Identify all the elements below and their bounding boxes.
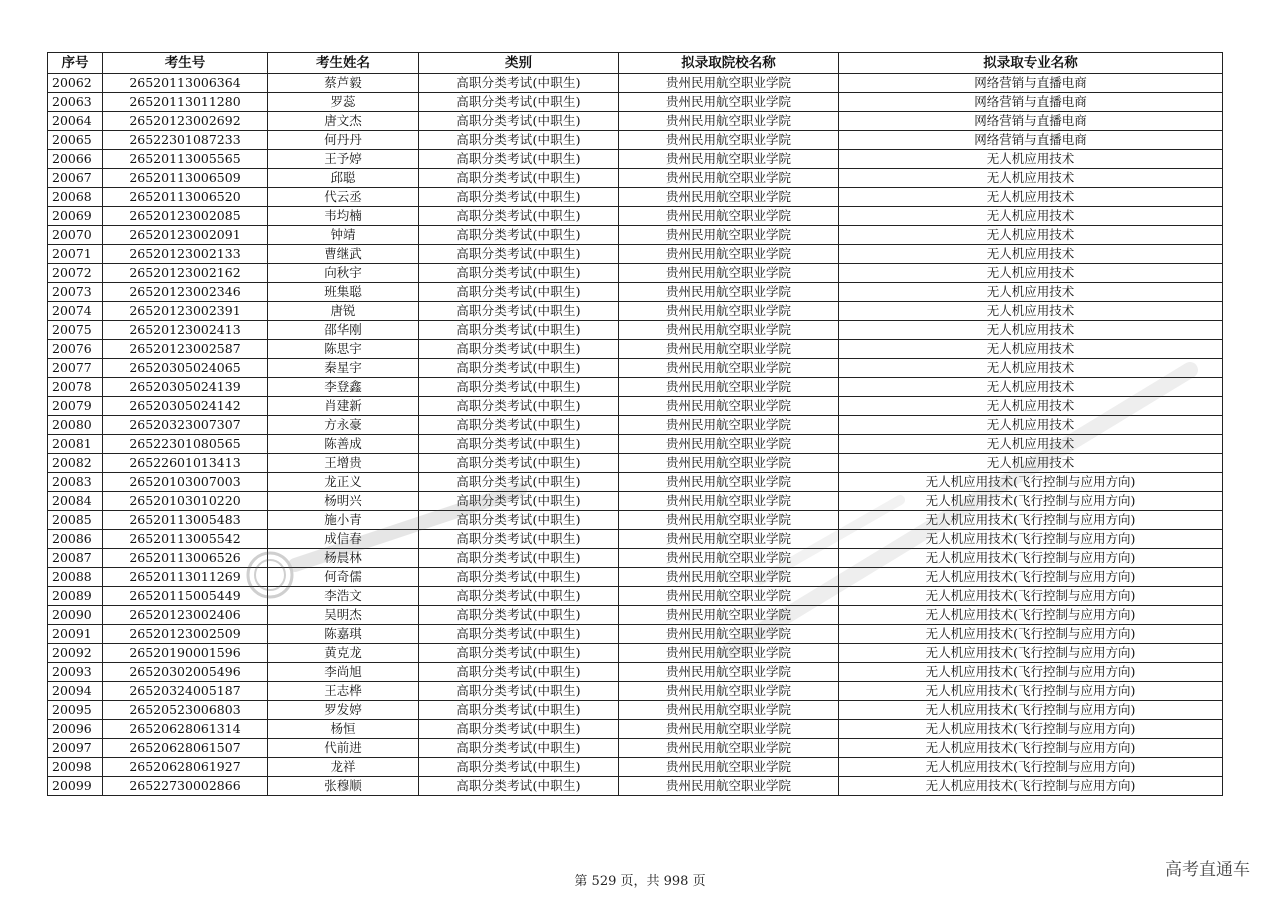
serial-cell: 20083: [48, 473, 103, 492]
major-cell: 网络营销与直播电商: [839, 74, 1223, 93]
serial-cell: 20073: [48, 283, 103, 302]
category-cell: 高职分类考试(中职生): [419, 74, 619, 93]
serial-cell: 20092: [48, 644, 103, 663]
table-row: [48, 264, 1223, 283]
name-cell: 陈善成: [268, 435, 419, 454]
category-cell: 高职分类考试(中职生): [419, 473, 619, 492]
name-cell: 王予婷: [268, 150, 419, 169]
college-cell: 贵州民用航空职业学院: [619, 720, 839, 739]
table-row: [48, 169, 1223, 188]
table-row: [48, 321, 1223, 340]
category-cell: 高职分类考试(中职生): [419, 188, 619, 207]
college-cell: 贵州民用航空职业学院: [619, 663, 839, 682]
category-cell: 高职分类考试(中职生): [419, 378, 619, 397]
serial-cell: 20088: [48, 568, 103, 587]
table-row: [48, 302, 1223, 321]
major-cell: 无人机应用技术(飞行控制与应用方向): [839, 777, 1223, 796]
college-cell: 贵州民用航空职业学院: [619, 777, 839, 796]
table-row: [48, 492, 1223, 511]
serial-cell: 20087: [48, 549, 103, 568]
table-row: [48, 644, 1223, 663]
major-cell: 无人机应用技术: [839, 378, 1223, 397]
name-cell: 李浩文: [268, 587, 419, 606]
exam-id-cell: 26520113006364: [103, 74, 268, 93]
exam-id-cell: 26520123002391: [103, 302, 268, 321]
category-cell: 高职分类考试(中职生): [419, 549, 619, 568]
major-cell: 无人机应用技术(飞行控制与应用方向): [839, 758, 1223, 777]
major-cell: 无人机应用技术: [839, 245, 1223, 264]
major-cell: 无人机应用技术: [839, 435, 1223, 454]
name-cell: 龙祥: [268, 758, 419, 777]
college-cell: 贵州民用航空职业学院: [619, 587, 839, 606]
serial-cell: 20076: [48, 340, 103, 359]
major-cell: 无人机应用技术: [839, 150, 1223, 169]
table-row: [48, 131, 1223, 150]
table-row: [48, 473, 1223, 492]
name-cell: 何奇儒: [268, 568, 419, 587]
category-cell: 高职分类考试(中职生): [419, 435, 619, 454]
name-cell: 杨恒: [268, 720, 419, 739]
name-cell: 邵华刚: [268, 321, 419, 340]
table-row: [48, 625, 1223, 644]
serial-cell: 20084: [48, 492, 103, 511]
category-cell: 高职分类考试(中职生): [419, 739, 619, 758]
header-name: 考生姓名: [268, 53, 419, 74]
table-row: [48, 454, 1223, 473]
exam-id-cell: 26520123002133: [103, 245, 268, 264]
exam-id-cell: 26520523006803: [103, 701, 268, 720]
serial-cell: 20075: [48, 321, 103, 340]
category-cell: 高职分类考试(中职生): [419, 701, 619, 720]
serial-cell: 20089: [48, 587, 103, 606]
exam-id-cell: 26520123002406: [103, 606, 268, 625]
name-cell: 施小青: [268, 511, 419, 530]
category-cell: 高职分类考试(中职生): [419, 606, 619, 625]
serial-cell: 20086: [48, 530, 103, 549]
table-row: [48, 701, 1223, 720]
exam-id-cell: 26520103007003: [103, 473, 268, 492]
category-cell: 高职分类考试(中职生): [419, 720, 619, 739]
major-cell: 无人机应用技术(飞行控制与应用方向): [839, 587, 1223, 606]
college-cell: 贵州民用航空职业学院: [619, 435, 839, 454]
name-cell: 曹继武: [268, 245, 419, 264]
page-footer: 第 529 页，共 998 页: [574, 874, 706, 889]
serial-cell: 20099: [48, 777, 103, 796]
serial-cell: 20079: [48, 397, 103, 416]
name-cell: 罗蕊: [268, 93, 419, 112]
exam-id-cell: 26522301080565: [103, 435, 268, 454]
admission-table: [47, 52, 1223, 796]
header-serial: 序号: [48, 53, 103, 74]
name-cell: 唐锐: [268, 302, 419, 321]
category-cell: 高职分类考试(中职生): [419, 644, 619, 663]
serial-cell: 20095: [48, 701, 103, 720]
category-cell: 高职分类考试(中职生): [419, 511, 619, 530]
table-row: [48, 359, 1223, 378]
major-cell: 无人机应用技术: [839, 226, 1223, 245]
serial-cell: 20065: [48, 131, 103, 150]
college-cell: 贵州民用航空职业学院: [619, 606, 839, 625]
major-cell: 无人机应用技术: [839, 169, 1223, 188]
table-row: [48, 93, 1223, 112]
exam-id-cell: 26520324005187: [103, 682, 268, 701]
header-college: 拟录取院校名称: [619, 53, 839, 74]
category-cell: 高职分类考试(中职生): [419, 302, 619, 321]
name-cell: 钟靖: [268, 226, 419, 245]
college-cell: 贵州民用航空职业学院: [619, 739, 839, 758]
category-cell: 高职分类考试(中职生): [419, 245, 619, 264]
exam-id-cell: 26520113006520: [103, 188, 268, 207]
major-cell: 无人机应用技术: [839, 321, 1223, 340]
table-row: [48, 606, 1223, 625]
exam-id-cell: 26520305024065: [103, 359, 268, 378]
college-cell: 贵州民用航空职业学院: [619, 682, 839, 701]
exam-id-cell: 26520123002091: [103, 226, 268, 245]
serial-cell: 20082: [48, 454, 103, 473]
major-cell: 无人机应用技术(飞行控制与应用方向): [839, 492, 1223, 511]
name-cell: 成信春: [268, 530, 419, 549]
major-cell: 网络营销与直播电商: [839, 112, 1223, 131]
category-cell: 高职分类考试(中职生): [419, 169, 619, 188]
major-cell: 无人机应用技术(飞行控制与应用方向): [839, 549, 1223, 568]
exam-id-cell: 26520305024142: [103, 397, 268, 416]
table-row: [48, 416, 1223, 435]
table-row: [48, 188, 1223, 207]
exam-id-cell: 26520302005496: [103, 663, 268, 682]
table-row: [48, 378, 1223, 397]
exam-id-cell: 26520123002692: [103, 112, 268, 131]
category-cell: 高职分类考试(中职生): [419, 131, 619, 150]
major-cell: 无人机应用技术: [839, 359, 1223, 378]
name-cell: 陈思宇: [268, 340, 419, 359]
college-cell: 贵州民用航空职业学院: [619, 530, 839, 549]
category-cell: 高职分类考试(中职生): [419, 416, 619, 435]
serial-cell: 20098: [48, 758, 103, 777]
category-cell: 高职分类考试(中职生): [419, 454, 619, 473]
exam-id-cell: 26520113006526: [103, 549, 268, 568]
serial-cell: 20064: [48, 112, 103, 131]
exam-id-cell: 26520123002162: [103, 264, 268, 283]
major-cell: 无人机应用技术(飞行控制与应用方向): [839, 701, 1223, 720]
serial-cell: 20063: [48, 93, 103, 112]
major-cell: 无人机应用技术(飞行控制与应用方向): [839, 568, 1223, 587]
category-cell: 高职分类考试(中职生): [419, 226, 619, 245]
exam-id-cell: 26522301087233: [103, 131, 268, 150]
college-cell: 贵州民用航空职业学院: [619, 454, 839, 473]
brand-watermark: 高考直通车: [1165, 860, 1250, 880]
table-row: [48, 663, 1223, 682]
major-cell: 无人机应用技术: [839, 302, 1223, 321]
name-cell: 李登鑫: [268, 378, 419, 397]
header-exam-id: 考生号: [103, 53, 268, 74]
college-cell: 贵州民用航空职业学院: [619, 378, 839, 397]
major-cell: 网络营销与直播电商: [839, 131, 1223, 150]
table-row: [48, 739, 1223, 758]
name-cell: 陈嘉琪: [268, 625, 419, 644]
name-cell: 黄克龙: [268, 644, 419, 663]
serial-cell: 20085: [48, 511, 103, 530]
category-cell: 高职分类考试(中职生): [419, 397, 619, 416]
exam-id-cell: 26520113005483: [103, 511, 268, 530]
category-cell: 高职分类考试(中职生): [419, 321, 619, 340]
college-cell: 贵州民用航空职业学院: [619, 302, 839, 321]
name-cell: 邱聪: [268, 169, 419, 188]
exam-id-cell: 26520113005542: [103, 530, 268, 549]
name-cell: 杨明兴: [268, 492, 419, 511]
major-cell: 无人机应用技术: [839, 207, 1223, 226]
college-cell: 贵州民用航空职业学院: [619, 701, 839, 720]
major-cell: 无人机应用技术(飞行控制与应用方向): [839, 473, 1223, 492]
name-cell: 肖建新: [268, 397, 419, 416]
name-cell: 张穆顺: [268, 777, 419, 796]
category-cell: 高职分类考试(中职生): [419, 777, 619, 796]
exam-id-cell: 26520123002587: [103, 340, 268, 359]
serial-cell: 20080: [48, 416, 103, 435]
exam-id-cell: 26520628061927: [103, 758, 268, 777]
major-cell: 无人机应用技术(飞行控制与应用方向): [839, 530, 1223, 549]
admission-table-container: [47, 52, 1222, 796]
college-cell: 贵州民用航空职业学院: [619, 758, 839, 777]
name-cell: 韦均楠: [268, 207, 419, 226]
exam-id-cell: 26520113011280: [103, 93, 268, 112]
name-cell: 方永豪: [268, 416, 419, 435]
college-cell: 贵州民用航空职业学院: [619, 226, 839, 245]
major-cell: 无人机应用技术(飞行控制与应用方向): [839, 720, 1223, 739]
table-row: [48, 530, 1223, 549]
college-cell: 贵州民用航空职业学院: [619, 397, 839, 416]
name-cell: 代前进: [268, 739, 419, 758]
major-cell: 无人机应用技术: [839, 188, 1223, 207]
exam-id-cell: 26522601013413: [103, 454, 268, 473]
exam-id-cell: 26520123002413: [103, 321, 268, 340]
serial-cell: 20097: [48, 739, 103, 758]
exam-id-cell: 26520115005449: [103, 587, 268, 606]
college-cell: 贵州民用航空职业学院: [619, 473, 839, 492]
category-cell: 高职分类考试(中职生): [419, 283, 619, 302]
category-cell: 高职分类考试(中职生): [419, 264, 619, 283]
serial-cell: 20070: [48, 226, 103, 245]
category-cell: 高职分类考试(中职生): [419, 530, 619, 549]
exam-id-cell: 26520113005565: [103, 150, 268, 169]
table-row: [48, 511, 1223, 530]
table-row: [48, 777, 1223, 796]
exam-id-cell: 26522730002866: [103, 777, 268, 796]
exam-id-cell: 26520123002509: [103, 625, 268, 644]
category-cell: 高职分类考试(中职生): [419, 340, 619, 359]
major-cell: 无人机应用技术: [839, 283, 1223, 302]
table-row: [48, 549, 1223, 568]
category-cell: 高职分类考试(中职生): [419, 150, 619, 169]
serial-cell: 20062: [48, 74, 103, 93]
name-cell: 李尚旭: [268, 663, 419, 682]
serial-cell: 20096: [48, 720, 103, 739]
serial-cell: 20093: [48, 663, 103, 682]
exam-id-cell: 26520628061314: [103, 720, 268, 739]
category-cell: 高职分类考试(中职生): [419, 758, 619, 777]
major-cell: 无人机应用技术: [839, 454, 1223, 473]
exam-id-cell: 26520113006509: [103, 169, 268, 188]
table-row: [48, 245, 1223, 264]
table-header-row: [48, 53, 1223, 74]
exam-id-cell: 26520123002085: [103, 207, 268, 226]
major-cell: 网络营销与直播电商: [839, 93, 1223, 112]
table-row: [48, 720, 1223, 739]
college-cell: 贵州民用航空职业学院: [619, 644, 839, 663]
serial-cell: 20066: [48, 150, 103, 169]
college-cell: 贵州民用航空职业学院: [619, 283, 839, 302]
category-cell: 高职分类考试(中职生): [419, 663, 619, 682]
serial-cell: 20081: [48, 435, 103, 454]
college-cell: 贵州民用航空职业学院: [619, 264, 839, 283]
table-row: [48, 340, 1223, 359]
name-cell: 何丹丹: [268, 131, 419, 150]
exam-id-cell: 26520123002346: [103, 283, 268, 302]
name-cell: 蔡芦毅: [268, 74, 419, 93]
table-row: [48, 435, 1223, 454]
table-row: [48, 397, 1223, 416]
college-cell: 贵州民用航空职业学院: [619, 131, 839, 150]
major-cell: 无人机应用技术(飞行控制与应用方向): [839, 663, 1223, 682]
name-cell: 王志桦: [268, 682, 419, 701]
table-row: [48, 74, 1223, 93]
table-row: [48, 758, 1223, 777]
name-cell: 班集聪: [268, 283, 419, 302]
college-cell: 贵州民用航空职业学院: [619, 340, 839, 359]
name-cell: 吴明杰: [268, 606, 419, 625]
serial-cell: 20069: [48, 207, 103, 226]
name-cell: 王增贵: [268, 454, 419, 473]
college-cell: 贵州民用航空职业学院: [619, 625, 839, 644]
college-cell: 贵州民用航空职业学院: [619, 169, 839, 188]
name-cell: 秦星宇: [268, 359, 419, 378]
college-cell: 贵州民用航空职业学院: [619, 492, 839, 511]
category-cell: 高职分类考试(中职生): [419, 682, 619, 701]
exam-id-cell: 26520190001596: [103, 644, 268, 663]
table-row: [48, 568, 1223, 587]
college-cell: 贵州民用航空职业学院: [619, 188, 839, 207]
college-cell: 贵州民用航空职业学院: [619, 549, 839, 568]
name-cell: 代云丞: [268, 188, 419, 207]
exam-id-cell: 26520628061507: [103, 739, 268, 758]
major-cell: 无人机应用技术: [839, 340, 1223, 359]
category-cell: 高职分类考试(中职生): [419, 492, 619, 511]
serial-cell: 20078: [48, 378, 103, 397]
category-cell: 高职分类考试(中职生): [419, 568, 619, 587]
serial-cell: 20071: [48, 245, 103, 264]
table-row: [48, 682, 1223, 701]
table-row: [48, 283, 1223, 302]
exam-id-cell: 26520113011269: [103, 568, 268, 587]
major-cell: 无人机应用技术(飞行控制与应用方向): [839, 644, 1223, 663]
college-cell: 贵州民用航空职业学院: [619, 321, 839, 340]
college-cell: 贵州民用航空职业学院: [619, 359, 839, 378]
major-cell: 无人机应用技术: [839, 397, 1223, 416]
major-cell: 无人机应用技术(飞行控制与应用方向): [839, 511, 1223, 530]
exam-id-cell: 26520103010220: [103, 492, 268, 511]
category-cell: 高职分类考试(中职生): [419, 93, 619, 112]
serial-cell: 20091: [48, 625, 103, 644]
serial-cell: 20077: [48, 359, 103, 378]
major-cell: 无人机应用技术(飞行控制与应用方向): [839, 625, 1223, 644]
college-cell: 贵州民用航空职业学院: [619, 150, 839, 169]
serial-cell: 20072: [48, 264, 103, 283]
major-cell: 无人机应用技术(飞行控制与应用方向): [839, 606, 1223, 625]
category-cell: 高职分类考试(中职生): [419, 587, 619, 606]
college-cell: 贵州民用航空职业学院: [619, 511, 839, 530]
college-cell: 贵州民用航空职业学院: [619, 112, 839, 131]
college-cell: 贵州民用航空职业学院: [619, 93, 839, 112]
table-row: [48, 207, 1223, 226]
name-cell: 罗发婷: [268, 701, 419, 720]
name-cell: 龙正义: [268, 473, 419, 492]
name-cell: 杨晨林: [268, 549, 419, 568]
college-cell: 贵州民用航空职业学院: [619, 416, 839, 435]
college-cell: 贵州民用航空职业学院: [619, 568, 839, 587]
exam-id-cell: 26520305024139: [103, 378, 268, 397]
major-cell: 无人机应用技术: [839, 416, 1223, 435]
college-cell: 贵州民用航空职业学院: [619, 245, 839, 264]
major-cell: 无人机应用技术(飞行控制与应用方向): [839, 682, 1223, 701]
serial-cell: 20068: [48, 188, 103, 207]
serial-cell: 20074: [48, 302, 103, 321]
major-cell: 无人机应用技术: [839, 264, 1223, 283]
name-cell: 唐文杰: [268, 112, 419, 131]
category-cell: 高职分类考试(中职生): [419, 625, 619, 644]
table-row: [48, 150, 1223, 169]
table-body: [48, 74, 1223, 796]
serial-cell: 20067: [48, 169, 103, 188]
college-cell: 贵州民用航空职业学院: [619, 207, 839, 226]
header-category: 类别: [419, 53, 619, 74]
category-cell: 高职分类考试(中职生): [419, 207, 619, 226]
table-row: [48, 587, 1223, 606]
college-cell: 贵州民用航空职业学院: [619, 74, 839, 93]
category-cell: 高职分类考试(中职生): [419, 359, 619, 378]
serial-cell: 20094: [48, 682, 103, 701]
name-cell: 向秋宇: [268, 264, 419, 283]
serial-cell: 20090: [48, 606, 103, 625]
category-cell: 高职分类考试(中职生): [419, 112, 619, 131]
table-row: [48, 226, 1223, 245]
table-row: [48, 112, 1223, 131]
header-major: 拟录取专业名称: [839, 53, 1223, 74]
exam-id-cell: 26520323007307: [103, 416, 268, 435]
major-cell: 无人机应用技术(飞行控制与应用方向): [839, 739, 1223, 758]
